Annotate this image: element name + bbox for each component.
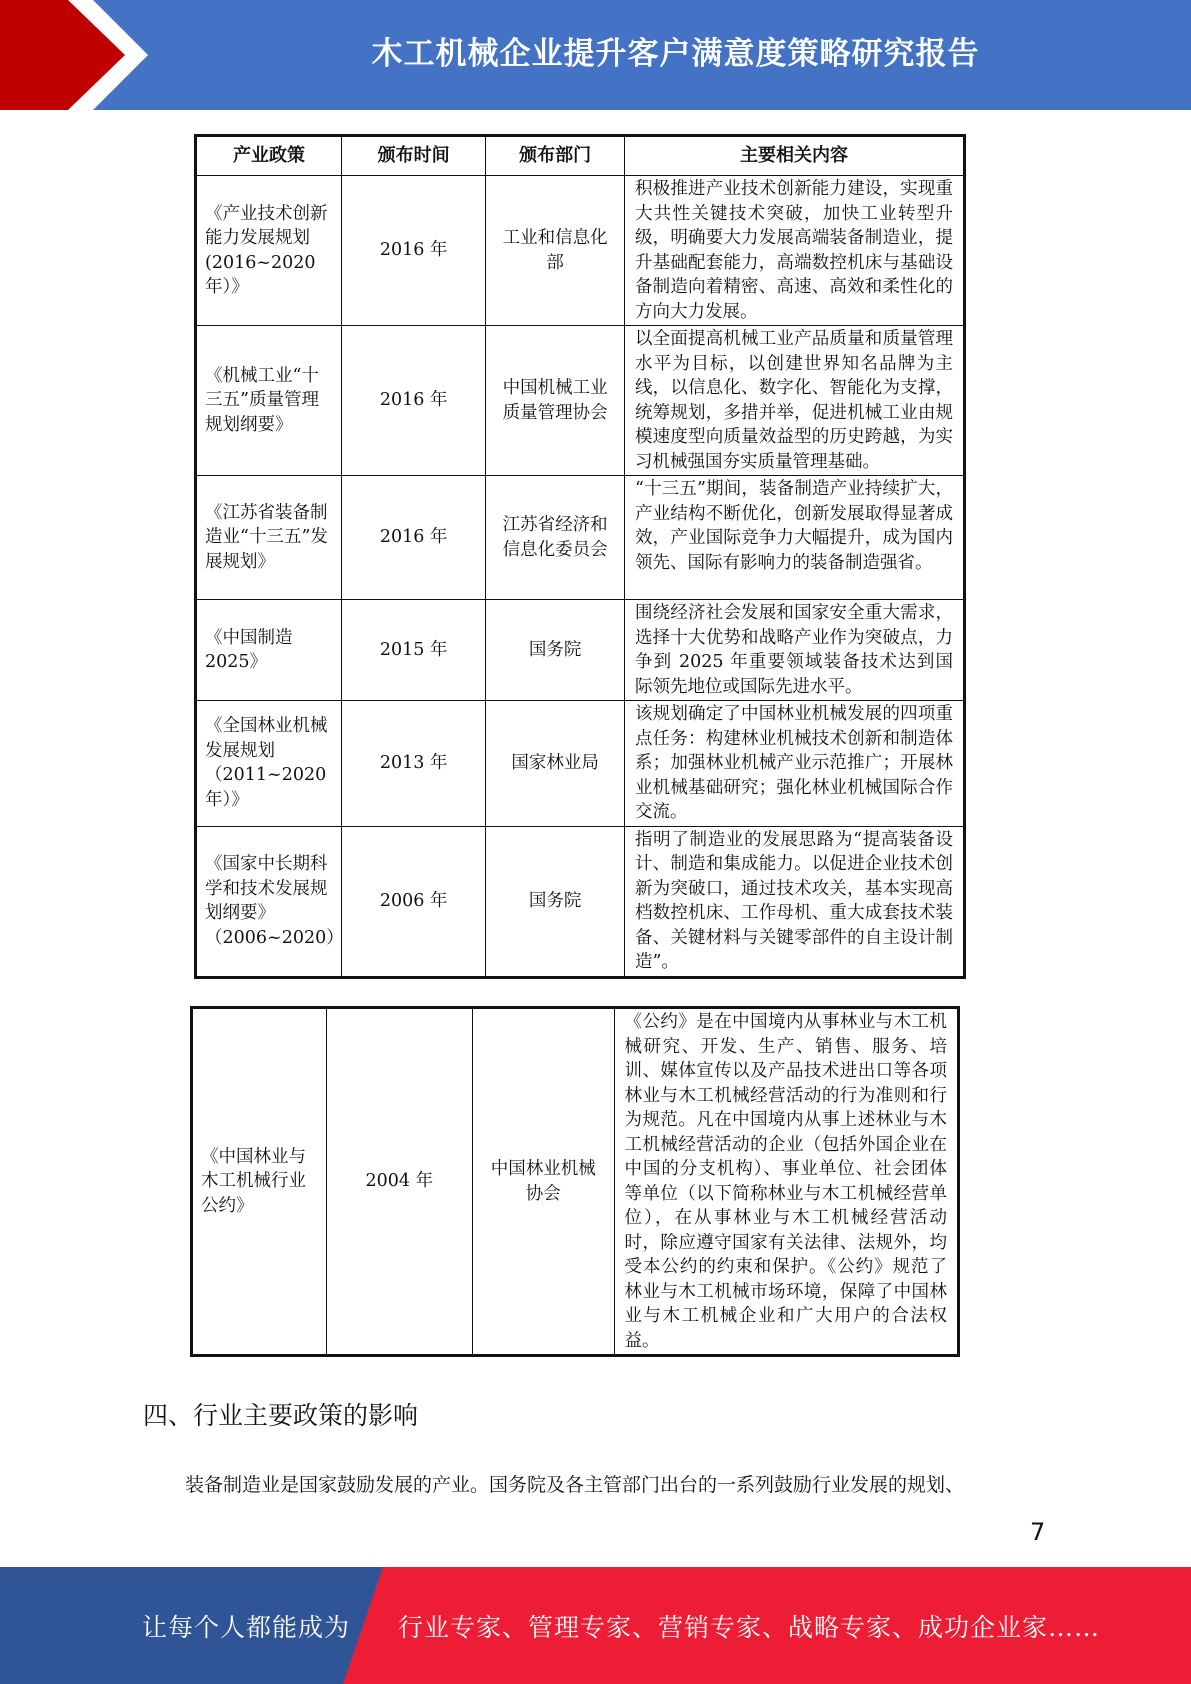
- policy-name: 《中国制造2025》: [196, 600, 342, 701]
- policy-department: 国务院: [486, 600, 625, 701]
- policy-department: 中国林业机械协会: [473, 1008, 614, 1356]
- table-row: [196, 600, 965, 701]
- footer-slogan-left: 让每个人都能成为: [142, 1612, 351, 1642]
- report-title: 木工机械企业提升客户满意度策略研究报告: [371, 35, 980, 72]
- policy-name: 《国家中长期科学和技术发展规划纲要》（2006~2020）: [196, 826, 342, 977]
- policy-year: 2006 年: [341, 826, 485, 977]
- policy-table-continued: [190, 1006, 960, 1357]
- policy-name: 《江苏省装备制造业“十三五”发展规划》: [196, 476, 342, 600]
- policy-year: 2004 年: [326, 1008, 473, 1356]
- policy-name: 《产业技术创新能力发展规划(2016~2020年）》: [196, 176, 342, 326]
- column-header-content: 主要相关内容: [624, 136, 964, 176]
- policy-year: 2016 年: [341, 476, 485, 600]
- table-row: [196, 476, 965, 600]
- column-header-department: 颁布部门: [486, 136, 625, 176]
- policy-name: 《全国林业机械发展规划（2011~2020年）》: [196, 701, 342, 827]
- policy-name: 《中国林业与木工机械行业公约》: [192, 1008, 327, 1356]
- policy-year: 2013 年: [341, 701, 485, 827]
- footer-banner: [0, 1567, 1191, 1684]
- policy-department: 工业和信息化部: [486, 176, 625, 326]
- table-row: [196, 701, 965, 827]
- column-header-year: 颁布时间: [341, 136, 485, 176]
- policy-content: 围绕经济社会发展和国家安全重大需求，选择十大优势和战略产业作为突破点，力争到 2025 年重要领域装备技术达到国际领先地位或国际先进水平。: [624, 600, 964, 701]
- table-header-row: [196, 136, 965, 176]
- policy-department: 中国机械工业质量管理协会: [486, 326, 625, 476]
- table-row: [196, 176, 965, 326]
- policy-content: 《公约》是在中国境内从事林业与木工机械研究、开发、生产、销售、服务、培训、媒体宣传以及产品技术进出口等各项林业与木工机械经营活动的行为准则和行为规范。凡在中国境内从事上述林业与木工机械经营活动的企业（包括外国企业在中国的分支机构）、事业单位、社会团体等单位（以下简称林业与木工机械经营单位），在从事林业与木工机械经营活动时，除应遵守国家有关法律、法规外，均受本公约的约束和保护。《公约》规范了林业与木工机械市场环境，保障了中国林业与木工机械企业和广大用户的合法权益。: [614, 1008, 959, 1356]
- column-header-policy: 产业政策: [196, 136, 342, 176]
- policy-content: 积极推进产业技术创新能力建设，实现重大共性关键技术突破，加快工业转型升级，明确要大力发展高端装备制造业，提升基础配套能力，高端数控机床与基础设备制造向着精密、高速、高效和柔性化的方向大力发展。: [624, 176, 964, 326]
- section-heading: 四、行业主要政策的影响: [143, 1401, 419, 1430]
- policy-department: 国家林业局: [486, 701, 625, 827]
- footer-slogan-right: 行业专家、管理专家、营销专家、战略专家、成功企业家……: [398, 1612, 1101, 1642]
- table-row: [196, 326, 965, 476]
- policy-year: 2016 年: [341, 326, 485, 476]
- page-number: 7: [1030, 1518, 1046, 1546]
- body-paragraph: 装备制造业是国家鼓励发展的产业。国务院及各主管部门出台的一系列鼓励行业发展的规划、: [185, 1474, 965, 1496]
- policy-table: [194, 134, 966, 979]
- policy-content: 以全面提高机械工业产品质量和质量管理水平为目标，以创建世界知名品牌为主线，以信息化、数字化、智能化为支撑，统筹规划，多措并举，促进机械工业由规模速度型向质量效益型的历史跨越，为实习机械强国夯实质量管理基础。: [624, 326, 964, 476]
- policy-content: 指明了制造业的发展思路为“提高装备设计、制造和集成能力。以促进企业技术创新为突破口，通过技术攻关，基本实现高档数控机床、工作母机、重大成套技术装备、关键材料与关键零部件的自主设计制造”。: [624, 826, 964, 977]
- policy-content: 该规划确定了中国林业机械发展的四项重点任务：构建林业机械技术创新和制造体系；加强林业机械产业示范推广；开展林业机械基础研究；强化林业机械国际合作交流。: [624, 701, 964, 827]
- policy-name: 《机械工业“十三五”质量管理规划纲要》: [196, 326, 342, 476]
- header-banner: [0, 0, 1191, 110]
- policy-year: 2015 年: [341, 600, 485, 701]
- policy-department: 江苏省经济和信息化委员会: [486, 476, 625, 600]
- policy-content: “十三五”期间，装备制造产业持续扩大，产业结构不断优化，创新发展取得显著成效，产业国际竞争力大幅提升，成为国内领先、国际有影响力的装备制造强省。: [624, 476, 964, 600]
- table-row: [192, 1008, 959, 1356]
- policy-department: 国务院: [486, 826, 625, 977]
- header-arrow-decoration: [0, 0, 160, 110]
- table-row: [196, 826, 965, 977]
- policy-year: 2016 年: [341, 176, 485, 326]
